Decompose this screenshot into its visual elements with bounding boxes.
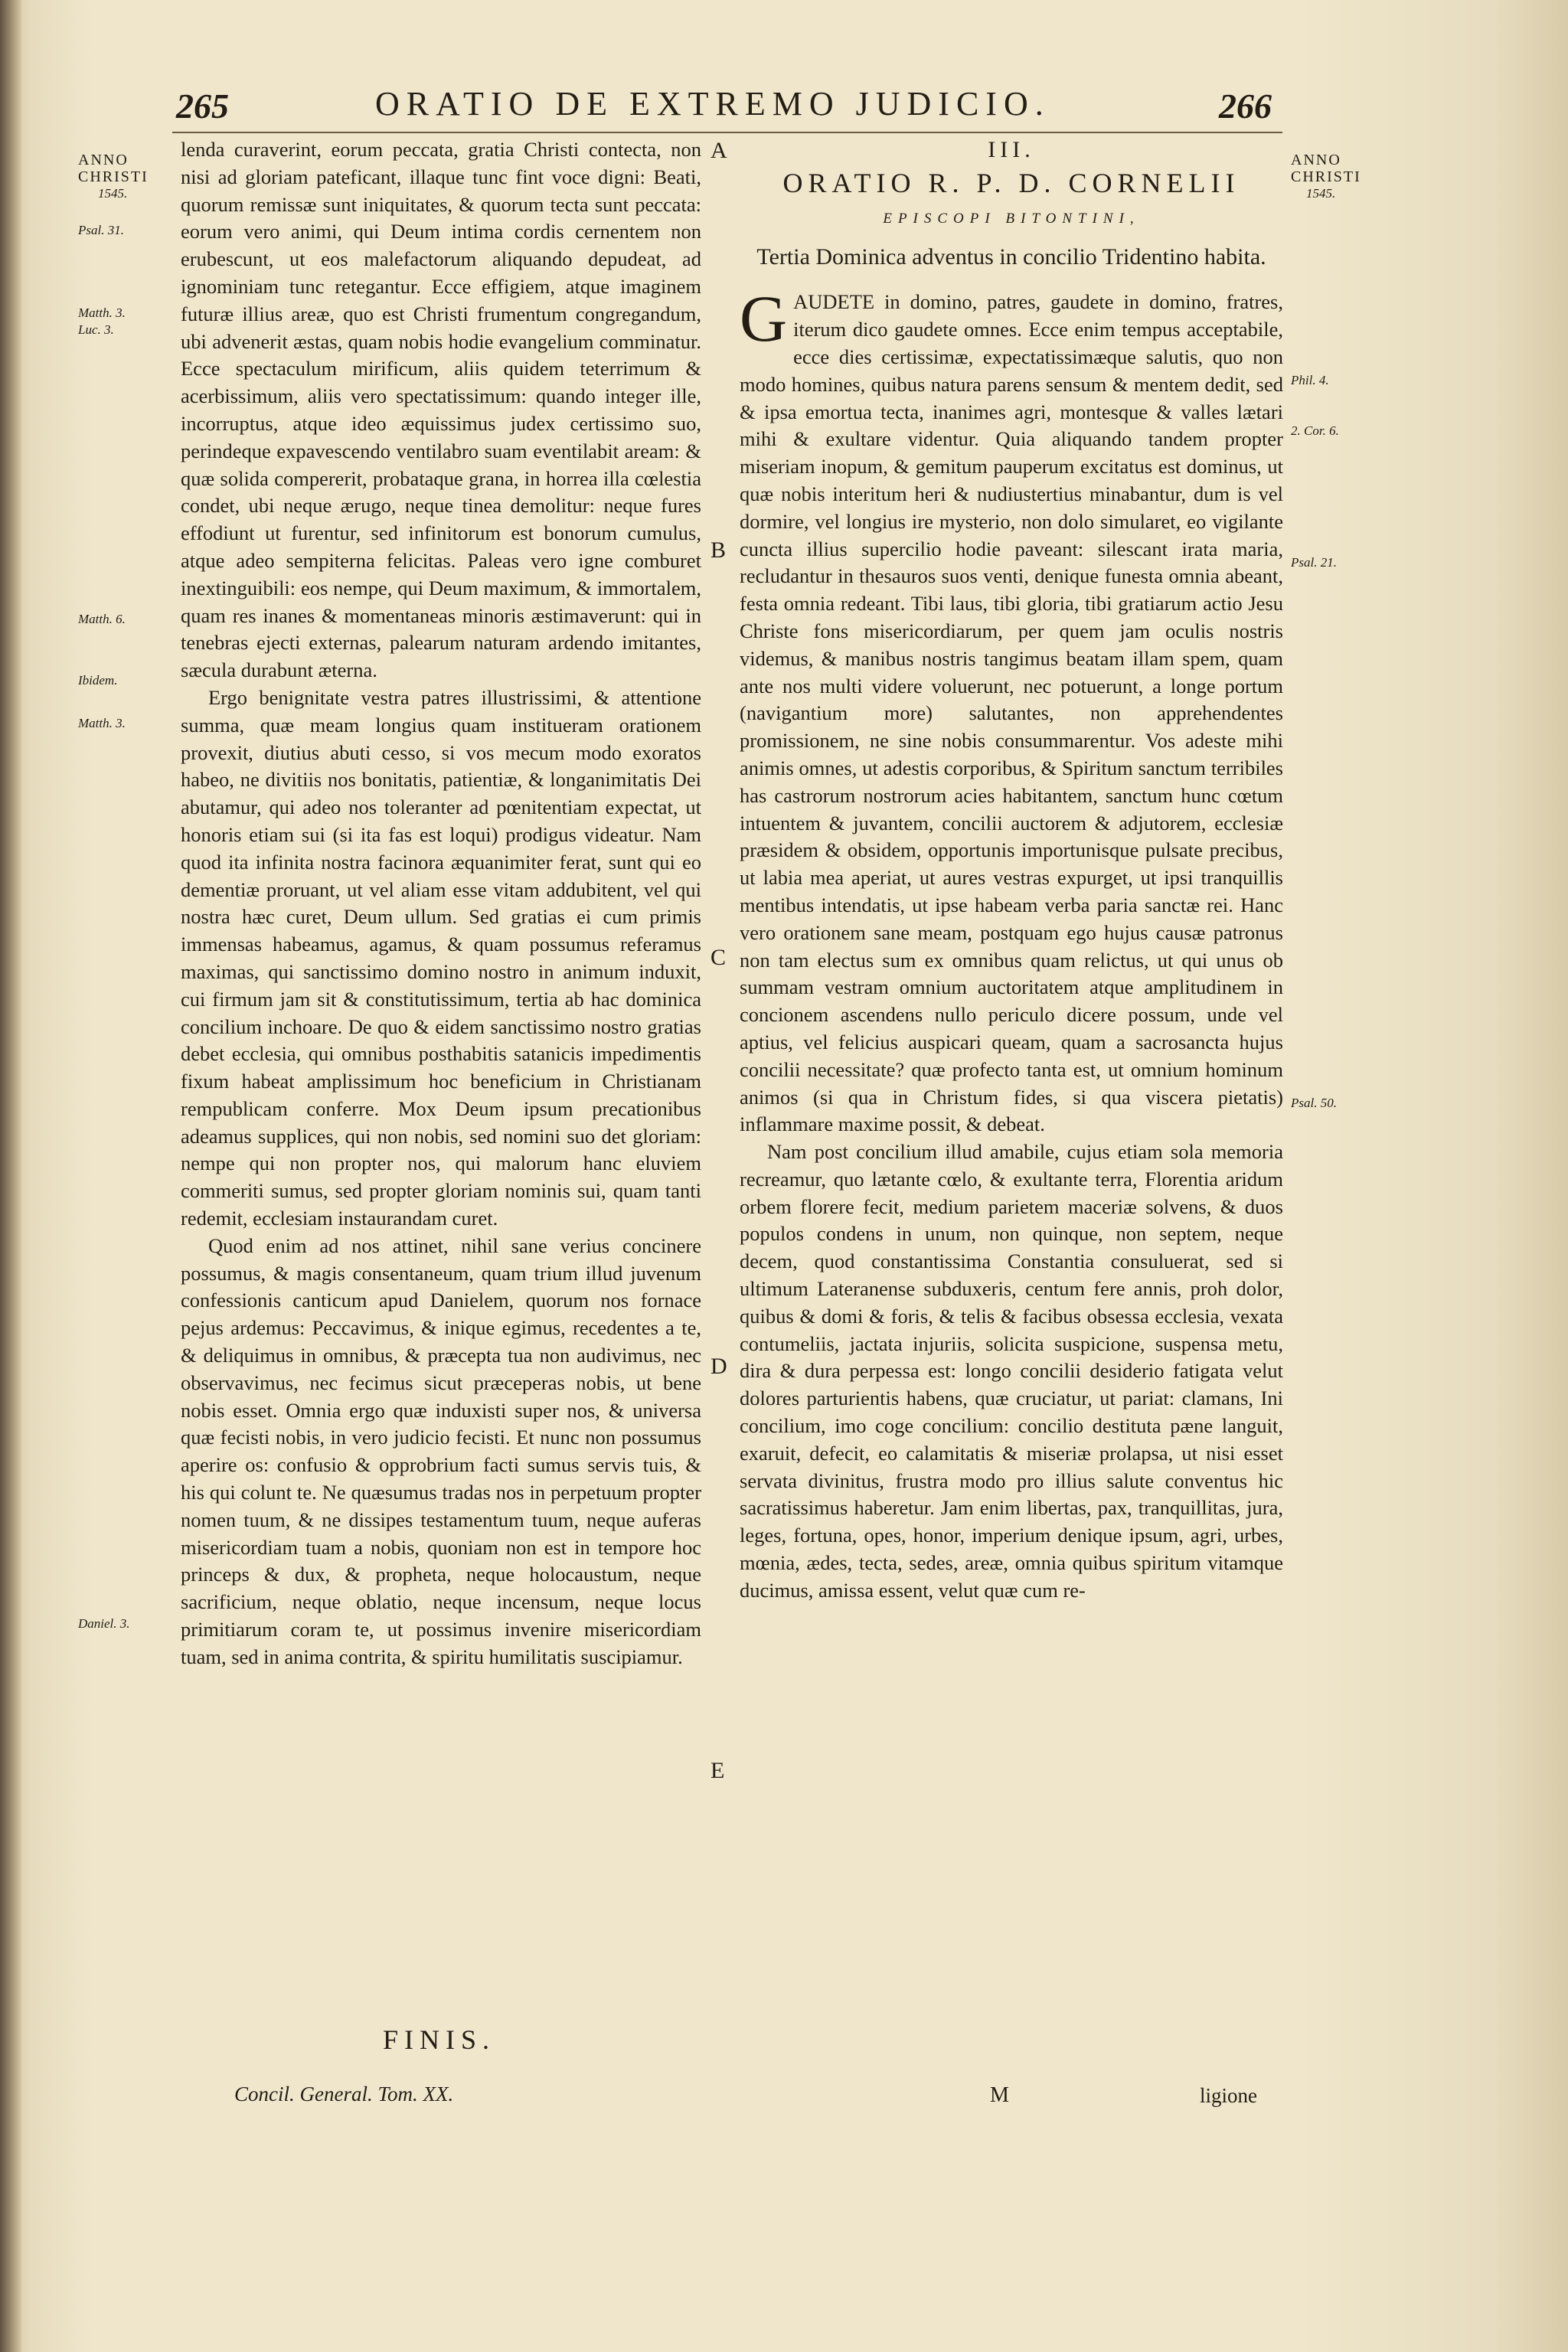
section-letter: B	[710, 537, 727, 563]
margin-ref-right: 2. Cor. 6.	[1291, 423, 1339, 438]
catchword: ligione	[1200, 2084, 1257, 2107]
paragraph: Quod enim ad nos attinet, nihil sane verius concinere possumus, & magis consentaneum, quam trium illud juvenum confessionis canticum apud Danielem, quorum nos fornace pejus ardemus: Peccavimus, & inique egimus, recedentes a te, & deliquimus in omnibus, & præcepta tua non audivimus, nec observavimus, nec fecimus sicut præceperas nobis, ut bene nobis esset. Omnia ergo quæ induxisti super nos, & universa quæ fecisti nobis, in vero judicio fecisti. Et nunc non possumus aperire os: confusio & opprobrium facti sumus servis tuis, & his qui colunt te. Ne quæsumus tradas nos in perpetuum propter nomen tuum, & ne dissipes testamentum tuum, neque auferas misericordiam tuam a nobis, quoniam non est in tempore hoc princeps & dux, & propheta, neque holocaustum, neque sacrificium, neque oblatio, neque incensum, neque locus primitiarum coram te, ut possimus invenire misericordiam tuam, sed in anima contrita, & spiritu humilitatis suscipiamur.	[181, 1233, 701, 1668]
margin-ref-left: Ibidem.	[78, 673, 118, 688]
margin-ref-right: Phil. 4.	[1291, 373, 1329, 387]
section-letter: C	[710, 945, 727, 970]
drop-capital: G	[740, 282, 788, 356]
margin-year-right: ANNO CHRISTI 1545.	[1291, 152, 1361, 201]
margin-year-left: ANNO CHRISTI 1545.	[78, 152, 149, 201]
oration-subtitle: EPISCOPI BITONTINI,	[883, 210, 1140, 227]
oration-description: Tertia Dominica adventus in concilio Tridentino habita.	[756, 244, 1266, 270]
margin-ref-left: Daniel. 3.	[78, 1616, 130, 1631]
page-number-right: 266	[1219, 87, 1272, 126]
header-rule	[172, 132, 1282, 133]
section-letter: E	[710, 1758, 725, 1783]
signature-mark: M	[990, 2083, 1009, 2107]
left-text-column	[181, 136, 701, 1671]
paragraph: lenda curaverint, eorum peccata, gratia Christi contecta, non nisi ad gloriam pateficant, illaque tunc fint voce digni: Beati, quorum remissæ sunt iniquitates, & quorum tecta sunt peccata: eorum vero animi, qui Deum intima cordis cernentem non erubescunt, ut eos malefactorum aliquando depudeat, ad ignominiam tunc retegantur. Ecce effigiem, atque imaginem futuræ illius areæ, quo est Christi frumentum congregandum, ubi advenerit æstas, quam nobis hodie evangelium comminatur. Ecce spectaculum mirificum, aliis quidem teterrimum & acerbissimum, aliis vero spectatissimum: quando integer ille, incorruptus, atque ideo æquissimus judex certissimo suo, perindeque expavescendo ventilabro suam eventilabit aream: & quæ solida compererit, probataque grana, in horrea illa cœlestia condet, ubi neque ærugo, neque tinea demolitur: neque fures effodiunt ut furentur, sed infinitorum est bonorum cumulus, atque adeo sempiterna felicitas. Paleas vero igne comburet inextinguibili: eos nempe, qui Deum maximum, & immortalem, quam res inanes & momentaneas minoris æstimaverunt: qui in tenebras ejecti externas, palearum naturam ardendo imitantes, sæcula durabunt æterna.	[181, 138, 701, 682]
margin-ref-left: Matth. 3.	[78, 305, 126, 320]
margin-ref-left: Luc. 3.	[78, 322, 114, 337]
signature-line: Concil. General. Tom. XX.	[234, 2082, 454, 2105]
oration-title: ORATIO R. P. D. CORNELII	[782, 167, 1240, 198]
margin-ref-left: Matth. 3.	[78, 716, 126, 730]
margin-ref-right: Psal. 21.	[1291, 555, 1337, 570]
margin-ref-left: Matth. 6.	[78, 612, 126, 626]
finis-label: FINIS.	[383, 2024, 496, 2055]
binding-gutter	[0, 0, 21, 2352]
paragraph: Ergo benignitate vestra patres illustrissimi, & attentione summa, quæ meam longius quam institueram orationem provexit, diutius abuti cesso, si vos mecum modo exoratos habeo, ne divitiis nos bonitatis, patientiæ, & longanimitatis Dei abutamur, qui adeo nos toleranter ad pœnitentiam expectat, ut honoris etiam sui (si ita fas est loqui) prodigus videatur. Nam quod ita infinita nostra facinora æquanimiter ferat, sunt qui eo dementiæ proruant, ut vel aliam esse vitam addubitent, vel qui nostra hæc curet, Deum ullum. Sed gratias ei cum primis immensas habeamus, agamus, & quam possumus referamus maximas, qui sanctissimo domino nostro in animum induxit, cui firmum jam sit & constitutissimum, tertia ab hac dominica concilium inchoare. De quo & eidem sanctissimo nostro gratias debet ecclesia, qui omnibus posthabitis satanicis impedimentis fixum habeat amplissimum hoc beneficium in Christianam rempublicam conferre. Mox Deum ipsum precationibus adeamus supplices, qui non nobis, sed nomini suo det gloriam: nempe qui non propter nos, qui malorum hanc eluviem commeriti sumus, sed propter gloriam nominis sui, quam tanti redemit, ecclesiam instaurandam curet.	[181, 685, 701, 1230]
paragraph: AUDETE in domino, patres, gaudete in domino, fratres, iterum dico gaudete omnes. Ecce enim tempus acceptabile, ecce dies certissimæ, expectatissimæque salutis, quo non modo homines, quibus natura parens sensum & mentem dedit, sed & ipsa emortua tecta, inanimes agri, montesque & valles lætari mihi & exultare videntur. Quia aliquando tandem propter miseriam inopum, & gemitum pauperum excitatus est dominus, ut quæ nobis interitum heri & nudiustertius minabantur, dum is vel dormire, vel longius ire mysterio, non dolo simularet, eo vigilante cuncta illius supercilio hodie paveant: silescant irata maria, recludantur in thesauros suos venti, denique funesta omnia abeant, festa omnia redeant. Tibi laus, tibi gloria, tibi gratiarum actio Jesu Christe fons misericordiarum, per quem jam oculis nostris videmus, & manibus nostris tangimus beatam illam spem, quam ante nos multi videre voluerunt, nec potuerunt, a longe portum (navigantium more) salutantes, non apprehendentes promissionem, ne sine nobis consummarentur. Vos adeste mihi animis omnes, ut adestis corporibus, & Spiritum sanctum terribiles has castrorum nostrorum acies habitantem, sanctum hunc cœtum intuentem & juvantem, concilii auctorem & adjutorem, ecclesiæ præsidem & obsidem, opportunis importunisque pulsate precibus, ut labia mea aperiat, ut aures vestras expurget, ut ipsi tranquillis mentibus intendatis, ut ipse habeam verba paria sanctæ rei. Hanc vero orationem sane meam, postquam ego hujus causæ patronus non tam electus sum ex omnibus quam relictus, ut qui unus ob summam vestram omnium auctoritatem atque amplitudinem in concionem ascendens nullo periculo dicere possum, unde vel aptius, vel felicius auspicari queam, quam a sacrosancta hujus concilii necessitate? quæ profecto tanta est, ut omnium hominum animos (si qua in Christum fides, si qua viscera pietatis) inflammare maxime possit, & debeat.	[740, 290, 1283, 1136]
paragraph: Nam post concilium illud amabile, cujus etiam sola memoria recreamur, quo lætante cœlo, & exultante terra, Florentia aridum orbem florere fecit, medium parietem maceriæ solvens, & duos populos condens in unum, non quinque, non septem, neque decem, quod constantissima Constantia consuluerat, sed si ultimum Lateranense subduxeris, centum fere annis, proh dolor, quibus & domi & foris, & telis & facibus obsessa ecclesia, vexata contumeliis, jactata injuriis, solicita suspicione, suspensa metu, dira & dura perpessa est: longo concilii desiderio fatigata velut dolores parturientis habens, quæ cruciatur, ut pariat: clamans, Ini concilium, imo coge concilium: concilio destituta pæne languit, exaruit, defecit, eo calamitatis & miseriæ prolapsa, ut nisi esset servata divinitus, frustra modo pro illius salute conventus hic sacratissimus haberetur. Jam enim libertas, pax, tranquillitas, jura, leges, fortuna, opes, honor, imperium denique ipsum, agri, urbes, mœnia, ædes, tecta, sedes, areæ, omnia quibus spiritum vitamque ducimus, amissa essent, velut quæ cum re-	[740, 1140, 1283, 1602]
margin-ref-left: Psal. 31.	[78, 223, 124, 237]
page-number-left: 265	[176, 87, 229, 126]
section-letter: A	[710, 138, 727, 163]
section-letter: D	[710, 1354, 727, 1379]
running-title: ORATIO DE EXTREMO JUDICIO.	[375, 85, 1050, 122]
margin-ref-right: Psal. 50.	[1291, 1096, 1337, 1110]
oration-number: III.	[988, 137, 1035, 162]
right-text-column	[740, 136, 1283, 1605]
